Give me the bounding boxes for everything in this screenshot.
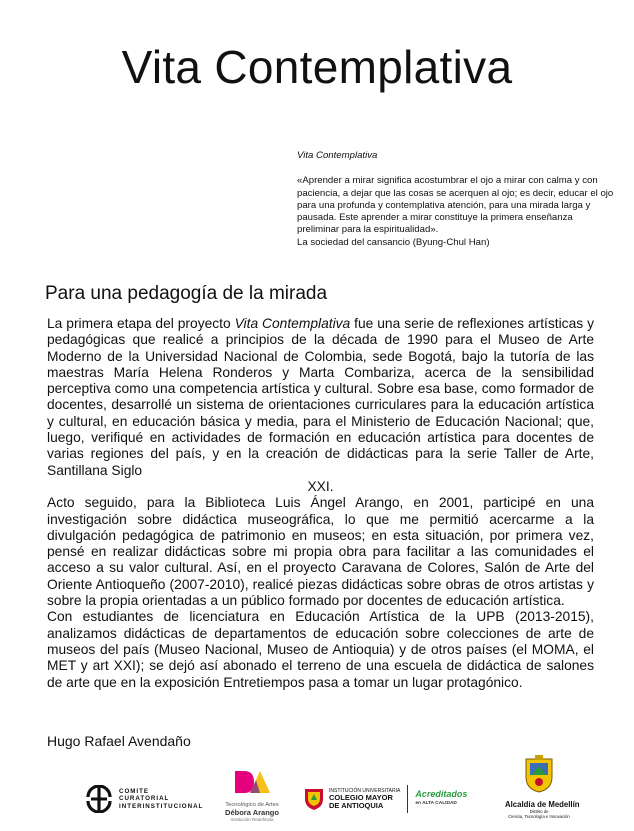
paragraph-2: Acto seguido, para la Biblioteca Luis Ángel Arango, en 2001, participé en una investigación sobre didáctica museográfica, lo que me permitió acercarme a la divulgación pedagógica de patrimonio en museos; en esta situación, por primera vez, pensé en realizar didácticas sobre mi propia obra para facilitar a las comunidades el acceso a su valor cultural. Así, en el proyecto Caravana de Colores, Salón de Arte del Oriente Antioqueño (2007-2010), realicé piezas didácticas sobre obras de otros artistas y sobre la propia orientadas a un público formado por docentes de educación artística. [47,495,594,609]
comite-line-1: COMITE [119,787,150,795]
epigraph [297,150,615,249]
debora-line-2: Débora Arango [225,808,279,817]
comite-line-2: CURATORIAL [119,795,170,803]
author-name: Hugo Rafael Avendaño [47,733,191,749]
colmayor-small: INSTITUCIÓN UNIVERSITARIA [329,787,401,794]
medellin-coat-of-arms-icon [524,755,554,793]
debora-line-1: Tecnológico de Artes [225,802,279,808]
colegio-mayor-logo [303,785,467,813]
colmayor-line-1: COLEGIO MAYOR [329,793,393,803]
comite-line-3: INTERINSTITUCIONAL [119,802,204,810]
logo-divider [407,785,408,813]
medellin-sub-2: Ciencia, Tecnología e Innovación [508,814,570,819]
debora-arango-mark-icon [232,769,272,795]
body-text [47,316,594,691]
paragraph-1-project-name: Vita Contemplativa [234,316,351,331]
alta-calidad-text: en ALTA CALIDAD [415,801,457,806]
medellin-sub-1: Distrito de [529,809,549,814]
debora-line-3: Institución Redefinida [230,817,274,822]
page-title: Vita Contemplativa [121,41,513,93]
paragraph-1-end: XXI. [307,478,334,494]
paragraph-1-rest: fue una serie de reflexiones artísticas y pedagógicas que realicé a principios de la década de 1990 para el Museo de Arte Moderno de la Universidad Nacional de Colombia, sede Bogotá, bajo la tutoría de las maestras María Helena Ronderos y Marta Combariza, acerca de la sensibilidad perceptiva como una competencia artística y cultural. Sobre esa base, como formador de docentes, desarrollé un sistema de orientaciones curriculares para la educación artística y cultural, en educación básica y media, para el Ministerio de Educación Nacional; que, luego, verifiqué en actividades de formación en educación artística para docentes de varias regiones del país, y en la creación de didácticas para la serie Taller de Arte, Santillana Siglo [47,316,594,478]
comite-curatorial-logo [85,785,203,813]
debora-arango-logo [218,769,286,822]
epigraph-quote: «Aprender a mirar significa acostumbrar el ojo a mirar con calma y con paciencia, a dejar que las cosas se acerquen al ojo; es decir, educar el ojo para una profunda y contemplativa atención, para una mirada larga y pausada. Este aprender a mirar constituye la primera enseñanza preliminar para la espiritualidad». [297,175,614,236]
paragraph-1-prefix: La primera etapa del proyecto [47,316,235,331]
epigraph-title: Vita Contemplativa [297,150,378,161]
paragraph-1 [47,316,594,479]
epigraph-source: La sociedad del cansancio (Byung-Chul Han) [297,236,490,248]
acreditados-badge [415,790,467,808]
footer-logos [0,755,634,825]
section-heading: Para una pedagogía de la mirada [45,283,328,304]
alcaldia-medellin-logo [505,755,580,819]
colegio-mayor-shield-icon [303,787,325,811]
acreditados-text: Acreditados [415,789,468,799]
medellin-title: Alcaldía de Medellín [505,800,580,809]
comite-emblem-icon [85,785,113,813]
colmayor-line-2: DE ANTIOQUIA [329,801,384,811]
paragraph-3: Con estudiantes de licenciatura en Educación Artística de la UPB (2013-2015), analizamos didácticas de departamentos de educación sobre colecciones de arte de museos del país (Museo Nacional, Museo de Antioquia) y de otros países (el MOMA, el MET y art XXI); se dejó así abonado el terreno de una escuela de didáctica de salones de arte que en la exposición Entretiempos pasa a tomar un lugar protagónico. [47,609,594,690]
